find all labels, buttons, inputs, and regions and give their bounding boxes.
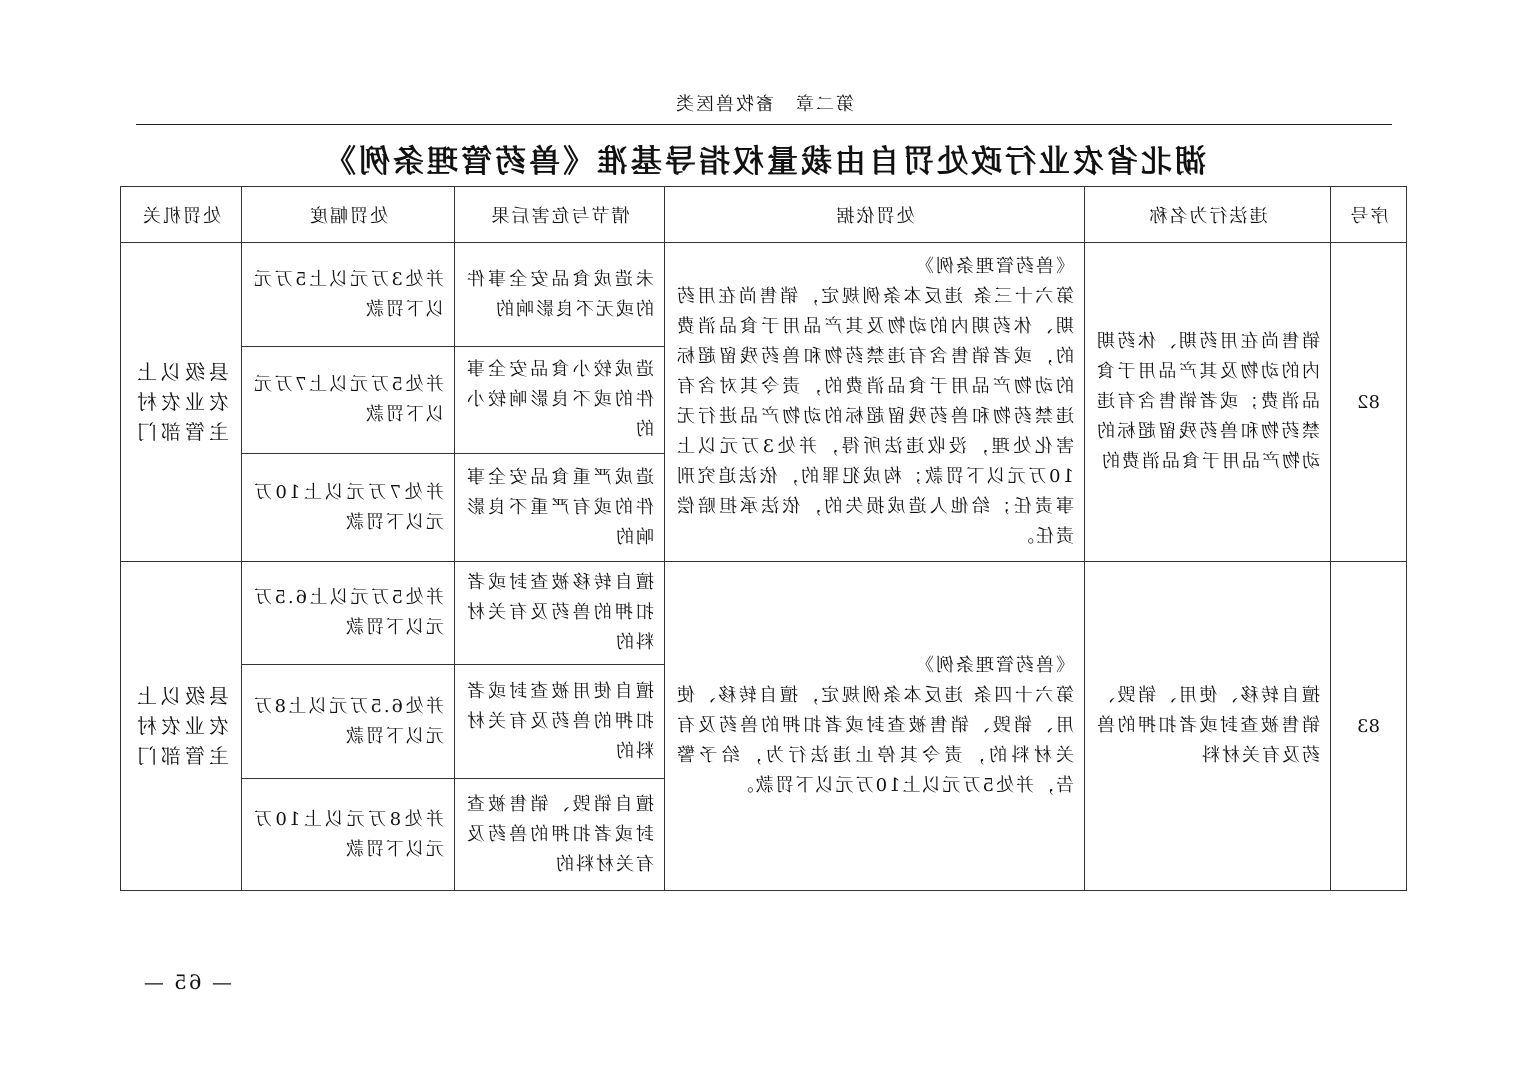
consequence-cell: 未造成食品安全事件的或无不良影响的 [455, 243, 665, 347]
table-row [121, 243, 1407, 347]
penalty-range-cell: 并处7万元以上10万元以下罚款 [242, 454, 455, 562]
penalty-range-cell: 并处8万元以上10万元以下罚款 [242, 779, 455, 891]
penalty-range-cell: 并处3万元以上5万元以下罚款 [242, 243, 455, 347]
basis-title: 《兽药管理条例》 [914, 655, 1074, 676]
col-header-range: 处罚幅度 [242, 187, 455, 243]
table-header-row [121, 187, 1407, 243]
penalty-range-cell: 并处5万元以上6.5万元以下罚款 [242, 562, 455, 665]
consequence-cell: 擅自使用被查封或者扣押的兽药及有关材料的 [455, 665, 665, 779]
entry-number: 82 [1331, 243, 1407, 562]
basis-text: 第六十三条 违反本条例规定，销售尚在用药期、休药期内的动物及其产品用于食品消费的，或者销售含有违禁药物和兽药残留超标的动物产品用于食品消费的，责令其对含有违禁药物和兽药残留超标的动物产品进行无害化处理，没收违法所得，并处3万元以上10万元以下罚款；构成犯罪的，依法追究刑事责任；给他人造成损失的，依法承担赔偿责任。 [675, 286, 1074, 547]
entry-number: 83 [1331, 562, 1407, 891]
basis-title: 《兽药管理条例》 [914, 256, 1074, 277]
col-header-basis: 处罚依据 [665, 187, 1085, 243]
consequence-cell: 擅自销毁、销售被查封或者扣押的兽药及有关材料的 [455, 779, 665, 891]
document-title: 湖北省农业行政处罚自由裁量权指导基准《兽药管理条例》 [322, 144, 1206, 180]
consequence-cell: 造成较小食品安全事件的或不良影响较小的 [455, 347, 665, 454]
consequence-cell: 造成严重食品安全事件的或有严重不良影响的 [455, 454, 665, 562]
page-number: — 65 — [141, 970, 232, 994]
table-row [121, 562, 1407, 665]
authority-cell: 县级以上农业农村主管部门 [121, 243, 242, 562]
violation-name: 擅自转移、使用、销毁、销售被查封或者扣押的兽药及有关材料 [1085, 562, 1331, 891]
col-header-consequence: 情节与危害后果 [455, 187, 665, 243]
penalty-range-cell: 并处6.5万元以上8万元以下罚款 [242, 665, 455, 779]
authority-cell: 县级以上农业农村主管部门 [121, 562, 242, 891]
col-header-no: 序号 [1331, 187, 1407, 243]
running-header: 第二章 畜牧兽医类 [674, 94, 854, 115]
violation-name: 销售尚在用药期、休药期内的动物及其产品用于食品消费；或者销售含有违禁药物和兽药残留超标的动物产品用于食品消费的 [1085, 243, 1331, 562]
penalty-range-cell: 并处5万元以上7万元以下罚款 [242, 347, 455, 454]
basis-text: 第六十四条 违反本条例规定，擅自转移、使用、销毁、销售被查封或者扣押的兽药及有关材料的，责令其停止违法行为，给予警告，并处5万元以上10万元以下罚款。 [675, 685, 1074, 796]
penalty-basis [665, 562, 1085, 891]
header-rule [136, 124, 1392, 125]
col-header-authority: 处罚机关 [121, 187, 242, 243]
penalty-basis [665, 243, 1085, 562]
col-header-violation: 违法行为名称 [1085, 187, 1331, 243]
consequence-cell: 擅自转移被查封或者扣押的兽药及有关材料的 [455, 562, 665, 665]
penalty-standards-table [120, 186, 1407, 891]
